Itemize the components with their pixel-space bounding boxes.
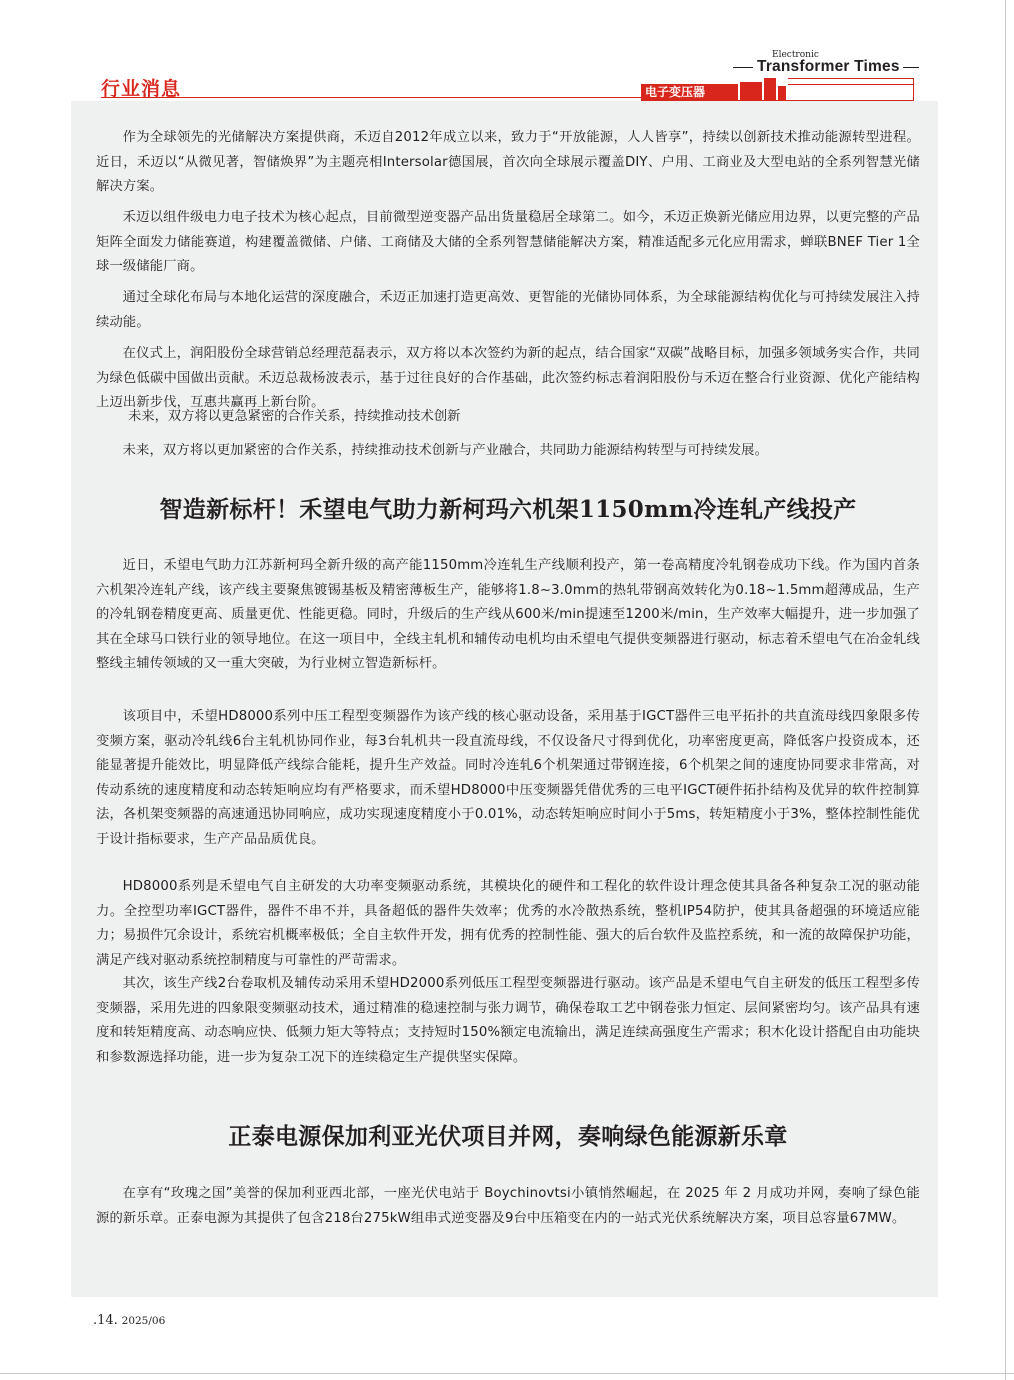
brand-small-text: Electronic xyxy=(772,50,819,60)
article3-headline: 正泰电源保加利亚光伏项目并网，奏响绿色能源新乐章 xyxy=(228,1123,788,1150)
article1-closing: 未来，双方将以更加紧密的合作关系，持续推动技术创新与产业融合，共同助力能源结构转型与可持续发展。 xyxy=(122,443,769,458)
article2-headline: 智造新标杆！禾望电气助力新柯玛六机架1150mm冷连轧产线投产 xyxy=(159,496,857,523)
header-deco-line xyxy=(788,78,914,79)
article1-paragraph: 禾迈以组件级电力电子技术为核心起点，目前微型逆变器产品出货量稳居全球第二。如今，禾迈正焕新光储应用边界，以更完整的产品矩阵全面发力储能赛道，构建覆盖微储、户储、工商储及大储的全系列智慧储能解决方案，精准适配多元化应用需求，蝉联BNEF Tier 1全球一级储能厂商。 xyxy=(96,210,920,275)
article1-overlay-line: 未来，双方将以更急紧密的合作关系，持续推动技术创新 xyxy=(128,409,461,424)
issue-date: 2025/06 xyxy=(121,1315,166,1327)
article1-paragraph: 作为全球领先的光储解决方案提供商，禾迈自2012年成立以来，致力于“开放能源，人人皆享”，持续以创新技术推动能源转型进程。近日，禾迈以“从微见著，智储焕界”为主题亮相Intersolar德国展，首次向全球展示覆盖DIY、户用、工商业及大型电站的全系列智慧光储解决方案。 xyxy=(96,130,920,195)
header-deco-line xyxy=(913,78,914,100)
header-deco-block xyxy=(764,78,776,100)
page-edge-right xyxy=(1005,0,1006,1380)
section-label: 行业消息 xyxy=(101,78,182,100)
header-rule xyxy=(101,97,641,98)
page-edge-bottom xyxy=(0,1373,1014,1374)
article1-paragraph: 通过全球化布局与本地化运营的深度融合，禾迈正加速打造更高效、更智能的光储协同体系，为全球能源结构优化与可持续发展注入持续动能。 xyxy=(96,290,920,330)
article2-paragraph: 近日，禾望电气助力江苏新柯玛全新升级的高产能1150mm冷连轧生产线顺利投产，第一卷高精度冷轧钢卷成功下线。作为国内首条六机架冷连轧产线，该产线主要聚焦镀锡基板及精密薄板生产，能够将1.8~3.0mm的热轧带钢高效转化为0.18~1.5mm超薄成品，生产的冷轧钢卷精度更高、质量更优、性能更稳。同时，升级后的生产线从600米/min提速至1200米/min，生产效率大幅提升，进一步加强了其在全球马口铁行业的领导地位。在这一项目中，全线主轧机和辅传动电机均由禾望电气提供变频器进行驱动，标志着禾望电气在冶金轧线整线主辅传领域的又一重大突破，为行业树立智造新标杆。 xyxy=(96,558,920,672)
article2-paragraph: HD8000系列是禾望电气自主研发的大功率变频驱动系统，其模块化的硬件和工程化的软件设计理念使其具备各种复杂工况的驱动能力。全控型功率IGCT器件，器件不串不并，具备超低的器件失效率；优秀的水冷散热系统，整机IP54防护，使其具备超强的环境适应能力；易损件冗余设计，系统宕机概率极低；全自主软件开发，拥有优秀的控制性能、强大的后台软件及监控系统，和一流的故障保护功能，满足产线对驱动系统控制精度与可靠性的严苛需求。 xyxy=(96,879,920,968)
brand-dash-left xyxy=(733,67,753,68)
page-number: .14. xyxy=(93,1313,118,1328)
page-footer xyxy=(93,1313,165,1328)
article2-paragraph: 该项目中，禾望HD8000系列中压工程型变频器作为该产线的核心驱动设备，采用基于IGCT器件三电平拓扑的共直流母线四象限多传变频方案，驱动冷轧线6台主轧机协同作业，每3台轧机共一段直流母线，不仅设备尺寸得到优化，功率密度更高，降低客户投资成本，还能显著提升能效比，明显降低产线综合能耗，提升生产效益。同时冷连轧6个机架通过带钢连接，6个机架之间的速度协同要求非常高，对传动系统的速度精度和动态转矩响应均有严格要求，而禾望HD8000中压变频器凭借优秀的三电平IGCT硬件拓扑结构及优异的软件控制算法，各机架变频器的高速通迅协同响应，成功实现速度精度小于0.01%，动态转矩响应时间小于5ms，转矩精度小于3%，整体控制性能优于设计指标要求，生产产品品质优良。 xyxy=(96,709,920,847)
magazine-name-label: 电子变压器 xyxy=(645,85,706,99)
brand-title: Transformer Times xyxy=(757,58,900,75)
content-panel xyxy=(71,101,938,1297)
brand-dash-right xyxy=(903,67,919,68)
article1-paragraph: 在仪式上，润阳股份全球营销总经理范磊表示，双方将以本次签约为新的起点，结合国家“双碳”战略目标，加强多领域务实合作，共同为绿色低碳中国做出贡献。禾迈总裁杨波表示，基于过往良好的合作基础，此次签约标志着润阳股份与禾迈在整合行业资源、优化产能结构上迈出新步伐，互惠共赢再上新台阶。 xyxy=(96,346,920,411)
header-deco-line xyxy=(788,84,914,85)
article2-paragraph: 其次，该生产线2台卷取机及辅传动采用禾望HD2000系列低压工程型变频器进行驱动。该产品是禾望电气自主研发的低压工程型多传变频器，采用先进的四象限变频驱动技术，通过精准的稳速控制与张力调节，确保卷取工艺中钢卷张力恒定、层间紧密均匀。该产品具有速度和转矩精度高、动态响应快、低频力矩大等特点；支持短时150%额定电流输出，满足连续高强度生产需求；积木化设计搭配自由功能块和参数源选择功能，进一步为复杂工况下的连续稳定生产提供坚实保障。 xyxy=(96,976,920,1065)
header-deco-block xyxy=(740,82,762,100)
header-deco-block xyxy=(778,86,786,100)
article3-paragraph: 在享有“玫瑰之国”美誉的保加利亚西北部，一座光伏电站于 Boychinovtsi小镇悄然崛起，在 2025 年 2 月成功并网，奏响了绿色能源的新乐章。正泰电源为其提供了包含218台275kW组串式逆变器及9台中压箱变在内的一站式光伏系统解决方案，项目总容量67MW。 xyxy=(96,1186,920,1226)
